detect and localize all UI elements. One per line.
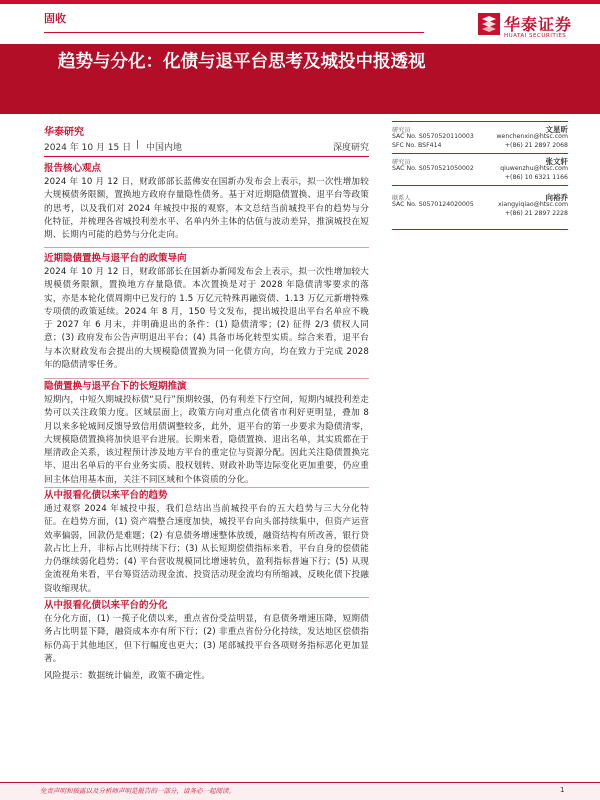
analyst-sac: SAC No. S0570520110003 — [392, 133, 474, 140]
disclaimer-text: 免责声明和披露以及分析师声明是报告的一部分，请务必一起阅读。 — [40, 787, 235, 795]
logo-name-en: HUATAI SECURITIES — [504, 33, 567, 39]
section-risk — [44, 670, 369, 683]
section-divergence — [44, 599, 369, 666]
section-title: 隐债置换与退平台下的长短期推演 — [44, 381, 187, 392]
brand-label: 华泰研究 — [44, 127, 84, 138]
analyst-role: 研究员 — [392, 159, 411, 166]
analyst-email[interactable]: wenchenxin@htsc.com — [496, 133, 568, 140]
analyst-email[interactable]: xiangyiqiao@htsc.com — [498, 201, 568, 208]
analyst-divider — [392, 121, 568, 122]
meta-divider — [44, 156, 369, 157]
page-number: 1 — [560, 786, 565, 794]
analyst-name: 文星昕 — [545, 125, 568, 134]
section-divider — [44, 597, 369, 598]
section-body: 2024 年 10 月 12 日，财政部部长蓝佛安在国新办发布会上表示，拟一次性增加较大规模债务限额，置换地方政府存量隐性债务。基于对近期隐债置换、退平台等政策的思考，以及我们对 2024 年城投中报的观察，本文总结当前城投平台的趋势与分化特征，并梳理各省城投利差水平、名单内外主体的估值与波动差异，推演城投在短期、长期内可能的趋势与分化走向。 — [44, 177, 369, 241]
section-trend — [44, 489, 369, 596]
section-divider — [44, 378, 369, 379]
top-accent-bar — [0, 0, 600, 4]
analyst-phone: +(86) 10 6321 1166 — [504, 174, 568, 181]
analyst-row — [392, 142, 568, 152]
report-region: 中国内地 — [146, 143, 183, 153]
section-divider — [44, 487, 369, 488]
risk-warning: 风险提示：数据统计偏差，政策不确定性。 — [44, 671, 211, 681]
analyst-divider — [392, 185, 568, 186]
logo-name-cn: 华泰证券 — [504, 15, 573, 34]
analyst-card — [392, 193, 568, 239]
category-tag: 固收 — [44, 12, 66, 25]
section-outlook — [44, 380, 369, 487]
analyst-role: 联系人 — [392, 195, 411, 202]
section-body: 通过观察 2024 年城投中报，我们总结出当前城投平台的五大趋势与三大分化特征。在趋势方面，(1) 资产端整合速度加快，城投平台向头部持续集中，但资产运营效率偏弱，回款仍是难题；(2) 有息债务增速整体放缓，融资结构有所改善，银行贷款占比上升，非标占比则持续下行；(3) 从长短期偿债指标来看，平台自身的偿债能力仍继续弱化趋势；(4) 平台营收规模同比增速转负，盈利指标普遍下行；(5) 从现金流视角来看，平台筹资活动现金流、投资活动现金流均有所缩减，反映化债下投融资收缩现状。 — [44, 504, 369, 594]
analyst-sfc: SFC No. BSF414 — [392, 142, 442, 149]
section-title: 近期隐债置换与退平台的政策导向 — [44, 253, 187, 264]
analyst-phone: +(86) 21 2897 2228 — [504, 210, 568, 217]
top-divider — [44, 32, 424, 33]
meta-separator: | — [136, 140, 140, 150]
analyst-role: 研究员 — [392, 127, 411, 134]
report-meta — [44, 140, 369, 154]
section-policy — [44, 252, 369, 372]
section-title: 从中报看化债以来平台的分化 — [44, 600, 168, 611]
analyst-email[interactable]: qiuwenzhu@htsc.com — [500, 165, 568, 172]
analyst-name: 张文轩 — [545, 157, 568, 166]
analyst-divider — [392, 153, 568, 154]
section-core-view — [44, 162, 369, 242]
analyst-row — [392, 174, 568, 184]
analyst-divider — [392, 229, 568, 230]
analyst-row — [392, 210, 568, 220]
section-body: 短期内，中短久期城投标债“見行”预期较强，仍有利差下行空间，短期内城投利差走势可以关注政策力度。区域层面上，政策方向对重点化债省市利好更明显，叠加 8 月以来多轮城间反馈导致信用债调整较多，此外，退平台的第一步要求为隐债清零，大规模隐债置换将加快退平台进展。长期来看，隐债置换、退出名单，其实质都在于厘清政企关系，该过程预计涉及地方平台的重定位与资源分配。因此关注隐债置换完毕、退出名单后的平台业务实质、股权划转、财政补助等边际变化更加重要，仍应重回主体信用基本面，关注不同区域和个体资质的分化。 — [44, 395, 369, 485]
brand-logo — [478, 8, 588, 48]
section-title: 报告核心观点 — [44, 163, 102, 174]
analyst-sac: SAC No. S0570124020005 — [392, 201, 474, 208]
section-title: 从中报看化债以来平台的趋势 — [44, 490, 168, 501]
section-body: 在分化方面，(1) 一揽子化债以来，重点省份受益明显，有息债务增速压降，短期债务占比明显下降，融资成本亦有所下行；(2) 非重点省份分化持续，发达地区偿债指标仍高于其他地区，但下行幅度也更大；(3) 尾部城投平台各项财务指标恶化更加显著。 — [44, 614, 369, 664]
report-type: 深度研究 — [332, 143, 369, 153]
analyst-sac: SAC No. S0570521050002 — [392, 165, 474, 172]
analyst-phone: +(86) 21 2897 2068 — [504, 142, 568, 149]
section-body: 2024 年 10 月 12 日，财政部部长在国新办新闻发布会上表示，拟一次性增加较大规模债务限额，置换地方存量隐债。本次置换是对于 2028 年隐债清零要求的落实，亦是本轮化债周期中已发行的 1.5 万亿元特殊再融资债、1.13 万亿元新增特殊专项债的政策延续。2024 年 8 月，150 号文发布，提出城投退出平台名单应不晚于 2027 年 6 月末，并明确退出的条件：(1) 隐债清零；(2) 征得 2/3 债权人同意；(3) 政府发布公告声明退出平台；(4) 具备市场化转型实质。综合来看，退平台与本次财政发布会提出的大规模隐债置换为同一化债方向，均在致力于完成 2028 年的隐债清零任务。 — [44, 267, 369, 371]
report-title: 趋势与分化：化债与退平台思考及城投中报透视 — [58, 52, 426, 72]
huatai-logo-icon — [478, 13, 500, 35]
report-date: 2024 年 10 月 15 日 — [44, 143, 132, 153]
section-divider — [44, 247, 369, 248]
analyst-name: 向裕乔 — [545, 193, 568, 202]
